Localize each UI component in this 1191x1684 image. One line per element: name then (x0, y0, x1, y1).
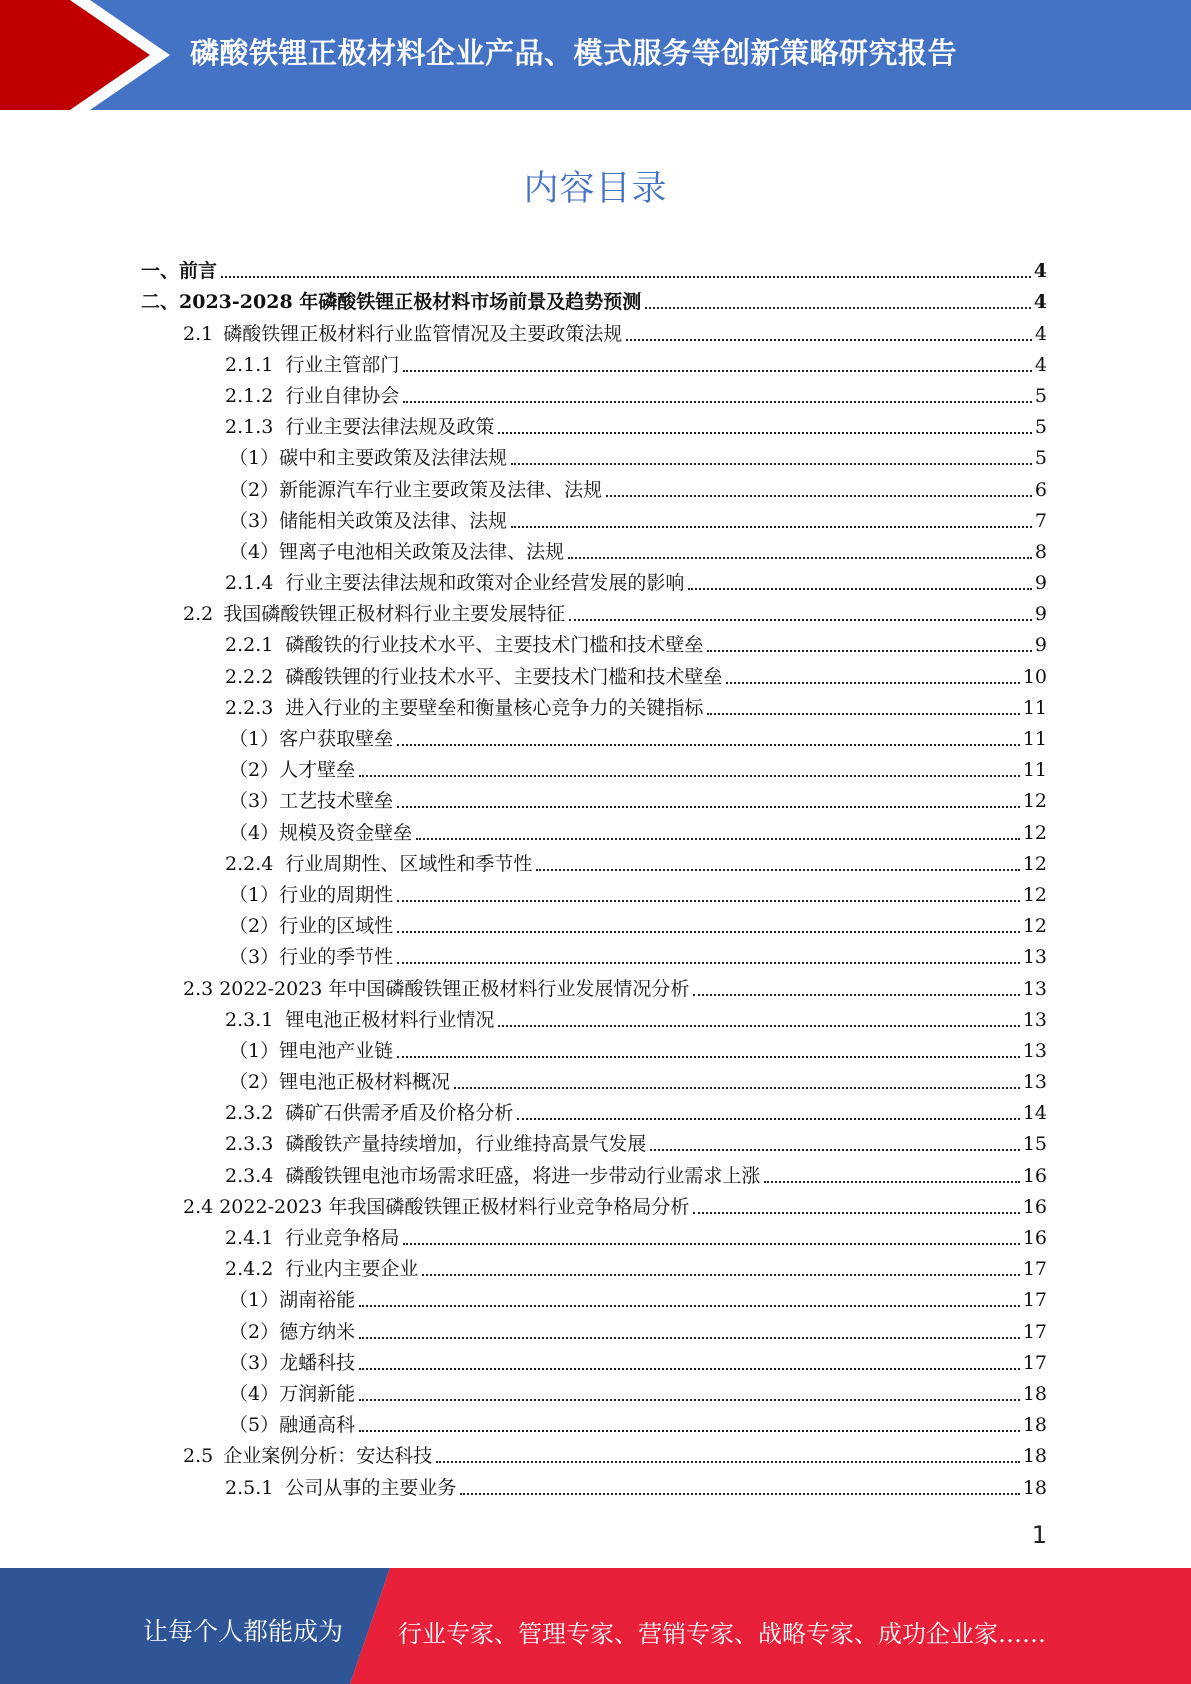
toc-entry-title: 新能源汽车行业主要政策及法律、法规 (279, 478, 603, 501)
toc-entry-text (229, 1413, 355, 1437)
red-arrow-shape (0, 0, 150, 110)
toc-entry[interactable] (0, 1128, 1191, 1159)
toc-entry-number: （2） (229, 1320, 280, 1343)
toc-entry[interactable] (0, 1347, 1191, 1378)
toc-entry[interactable] (0, 1471, 1191, 1502)
dot-leader (403, 1243, 1019, 1245)
toc-entry[interactable] (0, 349, 1191, 380)
dot-leader (359, 1337, 1020, 1339)
dot-leader (359, 1305, 1020, 1307)
toc-entry[interactable] (0, 1378, 1191, 1409)
dot-leader (359, 1368, 1020, 1370)
dot-leader (511, 463, 1032, 465)
toc-entry-page: 17 (1022, 1351, 1047, 1374)
toc-entry-page: 10 (1022, 665, 1047, 688)
toc-entry[interactable] (0, 380, 1191, 411)
toc-entry-page: 18 (1022, 1414, 1047, 1437)
toc-entry-text (225, 633, 703, 657)
toc-entry[interactable] (0, 442, 1191, 473)
toc-entry[interactable] (0, 567, 1191, 598)
toc-entry-title: 磷酸铁锂正极材料行业监管情况及主要政策法规 (223, 322, 623, 345)
dot-leader (403, 370, 1032, 372)
toc-entry-number: 2.1.4 (225, 572, 274, 595)
toc-entry-title: 锂电池正极材料行业情况 (285, 1008, 495, 1031)
toc-entry-number: 2.2 (183, 603, 214, 626)
toc-entry-page: 18 (1022, 1476, 1047, 1499)
toc-entry-number: 2.2.4 (225, 852, 274, 875)
toc-entry[interactable] (0, 1097, 1191, 1128)
toc-entry-page: 5 (1034, 416, 1047, 439)
toc-entry-title: 客户获取壁垒 (279, 728, 394, 750)
toc-entry[interactable] (0, 536, 1191, 567)
toc-entry-text (229, 1382, 355, 1406)
toc-entry-text (225, 384, 399, 408)
dot-leader (693, 994, 1019, 996)
toc-entry[interactable] (0, 598, 1191, 629)
toc-entry-number: （2） (229, 1071, 280, 1094)
toc-entry-title: 行业的周期性 (279, 883, 394, 906)
toc-entry-page: 14 (1022, 1102, 1047, 1125)
toc-entry[interactable] (0, 660, 1191, 691)
toc-entry-text (225, 1476, 456, 1500)
toc-entry-text (225, 1164, 760, 1188)
toc-entry-page: 4 (1033, 260, 1047, 283)
toc-entry[interactable] (0, 941, 1191, 972)
toc-entry-text (229, 1070, 450, 1094)
toc-entry-page: 9 (1034, 572, 1047, 595)
toc-entry-page: 11 (1022, 696, 1047, 719)
toc-entry-page: 13 (1022, 1008, 1047, 1031)
toc-entry-text (225, 1226, 399, 1250)
toc-entry-text (225, 353, 399, 377)
toc-entry-page: 17 (1022, 1258, 1047, 1281)
toc-entry-title: 行业主要法律法规及政策 (285, 416, 495, 439)
dot-leader (498, 1025, 1019, 1027)
toc-entry-page: 13 (1022, 1071, 1047, 1094)
toc-entry-title: 行业自律协会 (285, 384, 400, 407)
toc-entry-text (183, 977, 689, 1001)
footer-banner (0, 1568, 1191, 1684)
toc-entry-text (229, 1351, 355, 1375)
toc-entry-title: 磷矿石供需矛盾及价格分析 (285, 1102, 514, 1125)
toc-entry[interactable] (0, 754, 1191, 785)
toc-entry[interactable] (0, 1191, 1191, 1222)
dot-leader (569, 619, 1032, 621)
toc-entry-page: 11 (1022, 728, 1047, 750)
toc-entry-page: 12 (1022, 915, 1047, 938)
toc-entry-text (229, 509, 507, 533)
toc-entry-page: 16 (1022, 1164, 1047, 1187)
toc-entry[interactable] (0, 286, 1191, 317)
toc-entry-number: （2） (229, 759, 280, 782)
toc-entry-title: 行业主管部门 (285, 353, 400, 376)
dot-leader (397, 931, 1020, 933)
toc-entry-number: （3） (229, 1351, 280, 1374)
toc-entry[interactable] (0, 1066, 1191, 1097)
toc-entry-page: 4 (1034, 353, 1047, 376)
toc-entry-text (183, 1195, 689, 1219)
toc-entry-text (225, 1257, 418, 1281)
dot-leader (693, 1212, 1019, 1214)
toc-entry-text (225, 665, 722, 689)
dot-leader (606, 495, 1032, 497)
toc-entry-page: 5 (1034, 384, 1047, 407)
toc-entry-title: 锂离子电池相关政策及法律、法规 (279, 540, 565, 563)
toc-entry-number: （5） (229, 1414, 280, 1437)
toc-entry[interactable] (0, 1284, 1191, 1315)
toc-entry[interactable] (0, 1315, 1191, 1346)
dot-leader (568, 557, 1032, 559)
toc-entry-title: 湖南裕能 (279, 1289, 356, 1312)
toc-entry-number: （3） (229, 790, 280, 813)
dot-leader (707, 650, 1032, 652)
toc-entry-page: 6 (1034, 478, 1047, 501)
toc-heading: 内容目录 (523, 169, 668, 209)
toc-entry[interactable] (0, 629, 1191, 660)
toc-entry-page: 12 (1022, 852, 1047, 875)
toc-entry[interactable] (0, 910, 1191, 941)
toc-entry-title: 德方纳米 (279, 1320, 356, 1343)
dot-leader (359, 775, 1020, 777)
toc-entry-text (183, 602, 565, 626)
toc-entry-text (229, 446, 507, 470)
toc-entry-page: 13 (1022, 1039, 1047, 1062)
toc-entry-page: 16 (1022, 1195, 1047, 1218)
toc-entry-number: 2.2.3 (225, 696, 274, 719)
toc-entry-title: 企业案例分析：安达科技 (223, 1445, 433, 1468)
toc-entry-number: （3） (229, 509, 280, 532)
toc-entry-number: （2） (229, 915, 280, 938)
toc-entry-text (229, 727, 393, 751)
dot-leader (688, 588, 1032, 590)
toc-entry-text (229, 478, 602, 502)
toc-entry-title: 锂电池产业链 (279, 1039, 394, 1062)
toc-entry-title: 2022-2023 年中国磷酸铁锂正极材料行业发展情况分析 (219, 977, 690, 1000)
toc-entry[interactable] (0, 816, 1191, 847)
toc-entry-text (229, 789, 393, 813)
toc-entry-page: 16 (1022, 1227, 1047, 1249)
dot-leader (626, 339, 1032, 341)
toc-entry-title: 融通高科 (279, 1414, 356, 1437)
toc-entry[interactable] (0, 848, 1191, 879)
dot-leader (726, 682, 1019, 684)
toc-entry-page: 4 (1033, 291, 1047, 314)
dot-leader (397, 1056, 1020, 1058)
toc-entry-page: 11 (1022, 759, 1047, 782)
toc-entry-text (229, 758, 355, 782)
toc-entry-page: 4 (1034, 322, 1047, 345)
toc-entry-number: （4） (229, 821, 280, 844)
dot-leader (460, 1493, 1019, 1495)
toc-entry-title: 我国磷酸铁锂正极材料行业主要发展特征 (223, 603, 566, 626)
toc-entry-text (229, 945, 393, 969)
table-of-contents (0, 255, 1191, 1503)
toc-entry-number: （1） (229, 1289, 280, 1312)
toc-entry-number: 2.2.2 (225, 665, 274, 688)
toc-entry-number: 2.3.2 (225, 1102, 274, 1125)
toc-entry[interactable] (0, 879, 1191, 910)
toc-entry-text (229, 821, 412, 845)
toc-entry[interactable] (0, 1409, 1191, 1440)
toc-entry-text (225, 1101, 513, 1125)
toc-entry[interactable] (0, 505, 1191, 536)
toc-entry[interactable] (0, 1035, 1191, 1066)
toc-entry-number: 二、 (141, 291, 180, 314)
toc-entry-number: 2.3.4 (225, 1164, 274, 1187)
toc-entry[interactable] (0, 255, 1191, 286)
toc-entry-title: 行业主要法律法规和政策对企业经营发展的影响 (285, 572, 685, 595)
dot-leader (359, 1430, 1020, 1432)
toc-entry-page: 13 (1022, 977, 1047, 1000)
toc-entry-number: 2.5.1 (225, 1476, 274, 1499)
toc-entry-page: 5 (1034, 447, 1047, 470)
toc-entry-number: （1） (229, 447, 280, 470)
footer-slogan-left: 让每个人都能成为 (143, 1617, 344, 1646)
toc-entry-number: 2.1.3 (225, 416, 274, 439)
toc-entry-number: 一、 (141, 260, 180, 283)
toc-entry-number: （1） (229, 883, 280, 906)
toc-entry-title: 磷酸铁的行业技术水平、主要技术门槛和技术壁垒 (285, 634, 704, 657)
toc-entry[interactable] (0, 692, 1191, 723)
toc-entry-number: （4） (229, 540, 280, 563)
toc-entry-page: 8 (1034, 540, 1047, 563)
dot-leader (397, 806, 1020, 808)
toc-entry-text (225, 1008, 494, 1032)
toc-entry-page: 12 (1022, 883, 1047, 906)
toc-entry-number: （3） (229, 946, 280, 969)
toc-entry[interactable] (0, 1004, 1191, 1035)
page-number: 1 (1031, 1521, 1047, 1549)
dot-leader (397, 900, 1020, 902)
toc-entry-number: 2.3.3 (225, 1133, 274, 1156)
toc-entry-number: 2.5 (183, 1445, 214, 1468)
toc-entry-number: 2.4.1 (225, 1227, 274, 1249)
dot-leader (397, 962, 1020, 964)
dot-leader (359, 1399, 1020, 1401)
toc-entry-text (183, 322, 622, 346)
toc-entry-title: 万润新能 (279, 1382, 356, 1405)
toc-entry[interactable] (0, 1159, 1191, 1190)
toc-entry-page: 18 (1022, 1382, 1047, 1405)
toc-entry-title: 规模及资金壁垒 (279, 821, 413, 844)
dot-leader (517, 1118, 1019, 1120)
dot-leader (454, 1087, 1020, 1089)
dot-leader (645, 307, 1030, 309)
dot-leader (416, 838, 1020, 840)
header-banner (0, 0, 1191, 110)
toc-entry-number: （2） (229, 478, 280, 501)
toc-entry-text (225, 571, 684, 595)
toc-entry-title: 进入行业的主要壁垒和衡量核心竞争力的关键指标 (285, 696, 704, 719)
dot-leader (436, 1461, 1020, 1463)
toc-entry-title: 2023-2028 年磷酸铁锂正极材料市场前景及趋势预测 (179, 291, 642, 314)
toc-entry-number: 2.1.2 (225, 384, 274, 407)
toc-entry-page: 12 (1022, 790, 1047, 813)
toc-entry[interactable] (0, 723, 1191, 754)
toc-entry-number: 2.4 (183, 1195, 214, 1218)
toc-entry-number: 2.3.1 (225, 1008, 274, 1031)
toc-entry-text (229, 1320, 355, 1344)
dot-leader (764, 1181, 1019, 1183)
dot-leader (221, 276, 1031, 278)
toc-entry-page: 13 (1022, 946, 1047, 969)
toc-entry-title: 公司从事的主要业务 (285, 1476, 457, 1499)
toc-entry-number: 2.1 (183, 322, 214, 345)
toc-entry-number: （1） (229, 728, 280, 750)
toc-entry-title: 磷酸铁产量持续增加，行业维持高景气发展 (285, 1133, 647, 1156)
toc-entry-text (183, 1444, 432, 1468)
toc-entry-title: 行业周期性、区域性和季节性 (285, 852, 533, 875)
toc-entry-title: 行业的季节性 (279, 946, 394, 969)
toc-entry-text (225, 415, 494, 439)
dot-leader (650, 1149, 1019, 1151)
toc-entry-text (225, 852, 532, 876)
toc-entry-title: 行业内主要企业 (285, 1258, 419, 1281)
dot-leader (498, 432, 1032, 434)
dot-leader (403, 401, 1032, 403)
toc-entry[interactable] (0, 411, 1191, 442)
toc-entry-title: 储能相关政策及法律、法规 (279, 509, 508, 532)
toc-entry[interactable] (0, 972, 1191, 1003)
toc-entry[interactable] (0, 473, 1191, 504)
footer-slogan-right: 行业专家、管理专家、营销专家、战略专家、成功企业家…… (398, 1620, 1046, 1648)
toc-entry-title: 工艺技术壁垒 (279, 790, 394, 813)
toc-entry[interactable] (0, 785, 1191, 816)
dot-leader (422, 1274, 1019, 1276)
toc-entry-number: （1） (229, 1039, 280, 1062)
toc-entry-page: 18 (1022, 1445, 1047, 1468)
toc-entry-number: （4） (229, 1382, 280, 1405)
toc-entry-title: 行业竞争格局 (285, 1227, 400, 1249)
toc-entry-title: 磷酸铁锂的行业技术水平、主要技术门槛和技术壁垒 (285, 665, 723, 688)
dot-leader (536, 869, 1019, 871)
toc-entry-text (229, 540, 564, 564)
toc-entry-title: 锂电池正极材料概况 (279, 1071, 451, 1094)
toc-entry-number: 2.3 (183, 977, 214, 1000)
toc-entry-title: 前言 (179, 260, 218, 283)
toc-entry-text (229, 914, 393, 938)
toc-entry-text (141, 290, 641, 314)
toc-entry-number: 2.2.1 (225, 634, 274, 657)
toc-entry[interactable] (0, 317, 1191, 348)
toc-entry[interactable] (0, 1222, 1191, 1253)
toc-entry-text (229, 1288, 355, 1312)
toc-entry-page: 17 (1022, 1289, 1047, 1312)
toc-entry[interactable] (0, 1253, 1191, 1284)
toc-entry-title: 2022-2023 年我国磷酸铁锂正极材料行业竞争格局分析 (219, 1195, 690, 1218)
toc-entry-number: 2.1.1 (225, 353, 274, 376)
toc-entry[interactable] (0, 1440, 1191, 1471)
toc-entry-page: 9 (1034, 603, 1047, 626)
toc-entry-title: 碳中和主要政策及法律法规 (279, 447, 508, 470)
toc-entry-title: 龙蟠科技 (279, 1351, 356, 1374)
toc-entry-text (225, 696, 703, 720)
toc-entry-page: 9 (1034, 634, 1047, 657)
toc-entry-page: 15 (1022, 1133, 1047, 1156)
toc-entry-title: 人才壁垒 (279, 759, 356, 782)
toc-entry-number: 2.4.2 (225, 1258, 274, 1281)
toc-entry-text (225, 1132, 646, 1156)
toc-entry-page: 17 (1022, 1320, 1047, 1343)
dot-leader (707, 713, 1019, 715)
toc-entry-text (141, 259, 217, 283)
toc-entry-title: 行业的区域性 (279, 915, 394, 938)
dot-leader (397, 744, 1020, 746)
toc-entry-title: 磷酸铁锂电池市场需求旺盛，将进一步带动行业需求上涨 (285, 1164, 761, 1187)
dot-leader (511, 526, 1032, 528)
toc-entry-text (229, 883, 393, 907)
report-title: 磷酸铁锂正极材料企业产品、模式服务等创新策略研究报告 (190, 36, 958, 70)
toc-entry-page: 7 (1034, 509, 1047, 532)
toc-entry-text (229, 1039, 393, 1063)
toc-entry-page: 12 (1022, 821, 1047, 844)
